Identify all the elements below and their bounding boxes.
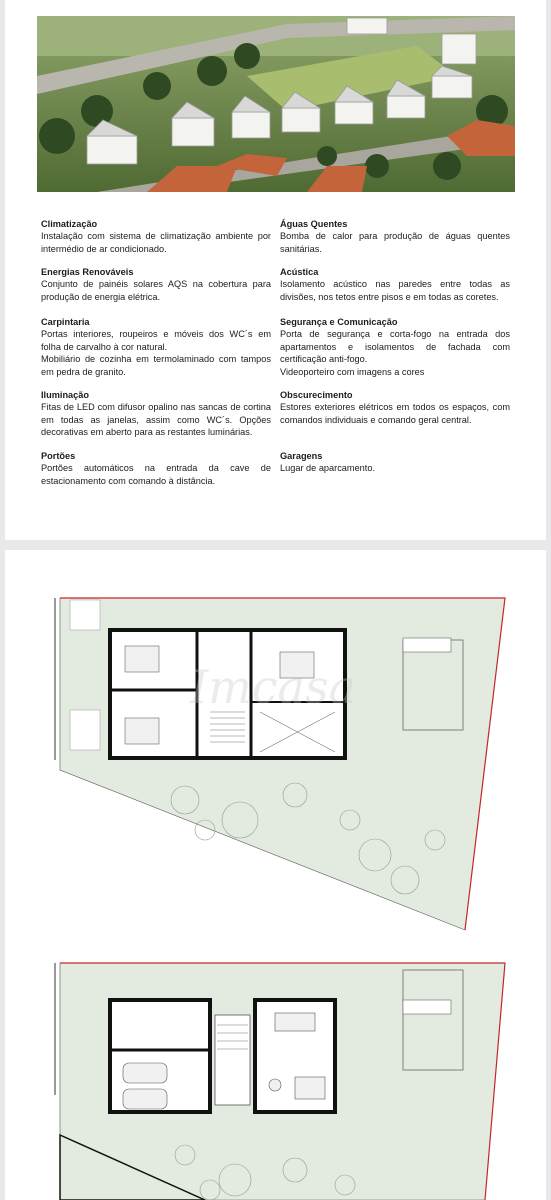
spec-title: Portões xyxy=(41,451,76,461)
brochure-page-specs xyxy=(5,0,546,540)
watermark-text: Imcasa xyxy=(190,660,357,714)
spec-climatizacao xyxy=(41,218,271,255)
spec-title: Energias Renováveis xyxy=(41,267,134,277)
spec-text: Videoporteiro com imagens a cores xyxy=(280,366,425,377)
spec-iluminacao xyxy=(41,389,271,439)
specifications-list xyxy=(5,0,546,540)
spec-title: Iluminação xyxy=(41,390,89,400)
spec-seguranca-comunicacao xyxy=(280,316,510,378)
spec-title: Carpintaria xyxy=(41,317,90,327)
spec-portoes xyxy=(41,450,271,487)
spec-aguas-quentes xyxy=(280,218,510,255)
spec-energias-renovaveis xyxy=(41,266,271,303)
spec-title: Acústica xyxy=(280,267,319,277)
floor-plan-ground xyxy=(5,955,546,1200)
spec-text: Portas interiores, roupeiros e móveis dos WC´s em folha de carvalho à cor natural. xyxy=(41,329,271,352)
spec-text: Fitas de LED com difusor opalino nas sancas de cortina em todas as janelas, assim como WC´s. Opções decorativas em aberto para as restantes luminárias. xyxy=(41,402,271,438)
spec-title: Segurança e Comunicação xyxy=(280,317,398,327)
spec-text: Isolamento acústico nas paredes entre todas as divisões, nos tetos entre pisos e em todas as coretes. xyxy=(280,279,510,302)
spec-text: Conjunto de painéis solares AQS na cobertura para produção de energia elétrica. xyxy=(41,279,271,302)
spec-text: Portões automáticos na entrada da cave de estacionamento com comando à distância. xyxy=(41,463,271,486)
spec-garagens xyxy=(280,450,510,475)
spec-title: Climatização xyxy=(41,219,98,229)
spec-title: Águas Quentes xyxy=(280,219,348,229)
spec-text: Estores exteriores elétricos em todos os espaços, com comandos individuais e comando geral central. xyxy=(280,402,510,425)
spec-title: Garagens xyxy=(280,451,323,461)
spec-text: Lugar de aparcamento. xyxy=(280,463,376,474)
floor-plan-upper xyxy=(5,590,546,940)
spec-obscurecimento xyxy=(280,389,510,426)
spec-text: Bomba de calor para produção de águas quentes sanitárias. xyxy=(280,231,510,254)
spec-carpintaria xyxy=(41,316,271,378)
spec-acustica xyxy=(280,266,510,303)
brochure-page-floor-plans xyxy=(5,550,546,1200)
spec-title: Obscurecimento xyxy=(280,390,353,400)
spec-text: Instalação com sistema de climatização ambiente por intermédio de ar condicionado. xyxy=(41,231,271,254)
spec-text: Mobiliário de cozinha em termolaminado com tampos em pedra de granito. xyxy=(41,354,271,377)
spec-text: Porta de segurança e corta-fogo na entrada dos apartamentos e isolamentos de fachada com certificação anti-fogo. xyxy=(280,329,510,365)
